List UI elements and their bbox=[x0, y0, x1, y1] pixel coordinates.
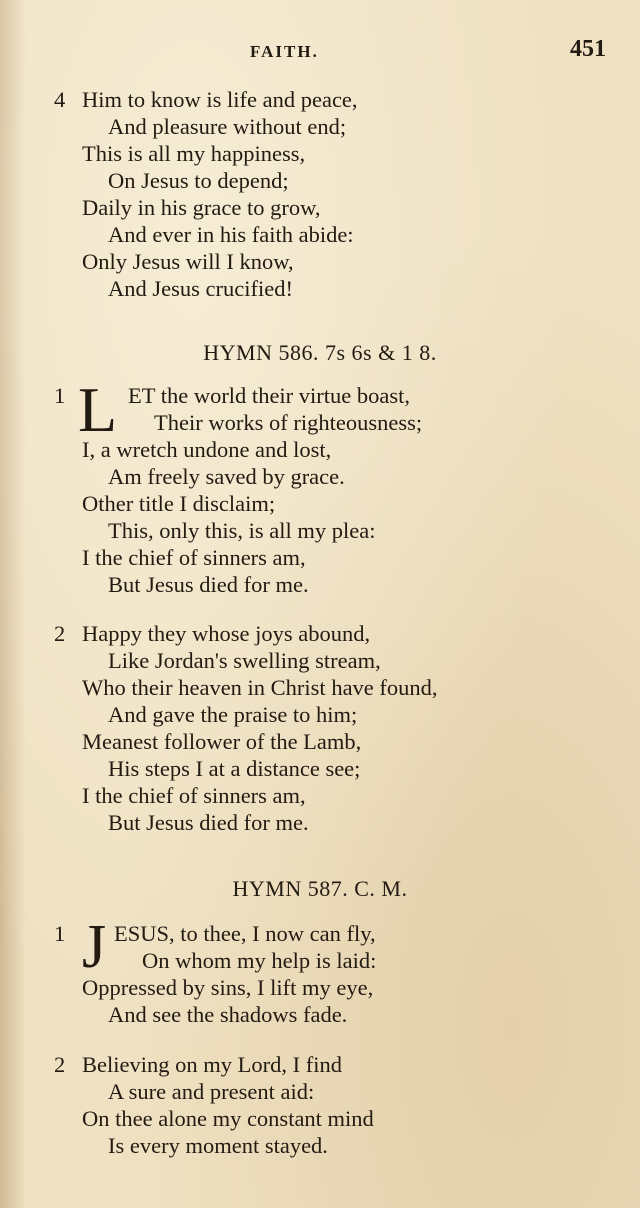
verse-line bbox=[0, 809, 640, 836]
verse-line-text: Who their heaven in Christ have found, bbox=[82, 675, 438, 700]
verse-line-text: And ever in his faith abide: bbox=[108, 222, 354, 247]
verse-line-text: ESUS, to thee, I now can fly, bbox=[114, 921, 376, 946]
verse-line-text: I the chief of sinners am, bbox=[82, 783, 306, 808]
verse-line-text: Meanest follower of the Lamb, bbox=[82, 729, 362, 754]
stanza-number: 2 bbox=[54, 621, 66, 646]
stanza-prev-4 bbox=[0, 86, 640, 302]
verse-line bbox=[0, 674, 640, 701]
verse-line-text: And see the shadows fade. bbox=[108, 1002, 348, 1027]
verse-line-text: On whom my help is laid: bbox=[142, 948, 377, 973]
verse-line-text: But Jesus died for me. bbox=[108, 572, 309, 597]
verse-line bbox=[0, 86, 640, 113]
verse-line bbox=[0, 571, 640, 598]
page-number: 451 bbox=[570, 36, 606, 62]
verse-line-text: And gave the praise to him; bbox=[108, 702, 358, 727]
verse-line-text: On Jesus to depend; bbox=[108, 168, 289, 193]
verse-line-text: This, only this, is all my plea: bbox=[108, 518, 376, 543]
verse-line-text: Only Jesus will I know, bbox=[82, 249, 294, 274]
verse-line bbox=[0, 701, 640, 728]
verse-line bbox=[0, 221, 640, 248]
verse-line bbox=[0, 436, 640, 463]
verse-line bbox=[0, 620, 640, 647]
drop-cap: L bbox=[78, 374, 118, 445]
verse-line-text: Is every moment stayed. bbox=[108, 1133, 328, 1158]
verse-line bbox=[0, 1105, 640, 1132]
running-title: FAITH. bbox=[250, 42, 319, 61]
verse-line-text: Happy they whose joys abound, bbox=[82, 621, 371, 646]
verse-line-text: ET the world their virtue boast, bbox=[128, 383, 411, 408]
verse-line-text: A sure and present aid: bbox=[108, 1079, 315, 1104]
verse-line bbox=[0, 1001, 640, 1028]
verse-line-text: Him to know is life and peace, bbox=[82, 87, 358, 112]
stanza-number: 1 bbox=[54, 921, 66, 946]
verse-line bbox=[0, 647, 640, 674]
verse-line bbox=[0, 782, 640, 809]
verse-line-text: Like Jordan's swelling stream, bbox=[108, 648, 381, 673]
verse-line-text: Their works of righteousness; bbox=[154, 410, 423, 435]
verse-line bbox=[0, 167, 640, 194]
verse-line-text: And pleasure without end; bbox=[108, 114, 347, 139]
verse-line bbox=[0, 1132, 640, 1159]
verse-line-text: Oppressed by sins, I lift my eye, bbox=[82, 975, 374, 1000]
verse-line-text: This is all my happiness, bbox=[82, 141, 306, 166]
stanza-number: 4 bbox=[54, 87, 66, 112]
hymn-586-heading: HYMN 586. 7s 6s & 1 8. bbox=[203, 340, 437, 365]
verse-line bbox=[0, 113, 640, 140]
verse-line-text: But Jesus died for me. bbox=[108, 810, 309, 835]
verse-line bbox=[0, 974, 640, 1001]
verse-line bbox=[0, 490, 640, 517]
verse-line bbox=[0, 248, 640, 275]
stanza-number: 2 bbox=[54, 1052, 66, 1077]
verse-line-text: And Jesus crucified! bbox=[108, 276, 293, 301]
verse-line bbox=[0, 409, 640, 436]
verse-line-text: I the chief of sinners am, bbox=[82, 545, 306, 570]
verse-line bbox=[0, 1051, 640, 1078]
verse-line-text: On thee alone my constant mind bbox=[82, 1106, 374, 1131]
running-head bbox=[0, 36, 640, 70]
verse-line bbox=[0, 544, 640, 571]
hymn-586-stanza-2 bbox=[0, 620, 640, 836]
verse-line bbox=[0, 463, 640, 490]
verse-line bbox=[0, 194, 640, 221]
hymn-587-heading: HYMN 587. C. M. bbox=[232, 876, 408, 901]
verse-line bbox=[0, 140, 640, 167]
verse-line-text: Am freely saved by grace. bbox=[108, 464, 345, 489]
verse-line bbox=[0, 947, 640, 974]
verse-line bbox=[0, 517, 640, 544]
verse-line-text: Daily in his grace to grow, bbox=[82, 195, 321, 220]
verse-line-text: Believing on my Lord, I find bbox=[82, 1052, 342, 1077]
verse-line bbox=[0, 728, 640, 755]
hymn-587-stanza-2 bbox=[0, 1051, 640, 1159]
stanza-number: 1 bbox=[54, 383, 66, 408]
drop-cap: J bbox=[82, 913, 107, 981]
verse-line bbox=[0, 1078, 640, 1105]
verse-line-text: I, a wretch undone and lost, bbox=[82, 437, 332, 462]
hymn-586-stanza-1 bbox=[0, 374, 640, 598]
verse-line bbox=[0, 755, 640, 782]
hymn-587-stanza-1 bbox=[0, 913, 640, 1028]
verse-line bbox=[0, 275, 640, 302]
verse-line-text: His steps I at a distance see; bbox=[108, 756, 361, 781]
verse-line-text: Other title I disclaim; bbox=[82, 491, 276, 516]
